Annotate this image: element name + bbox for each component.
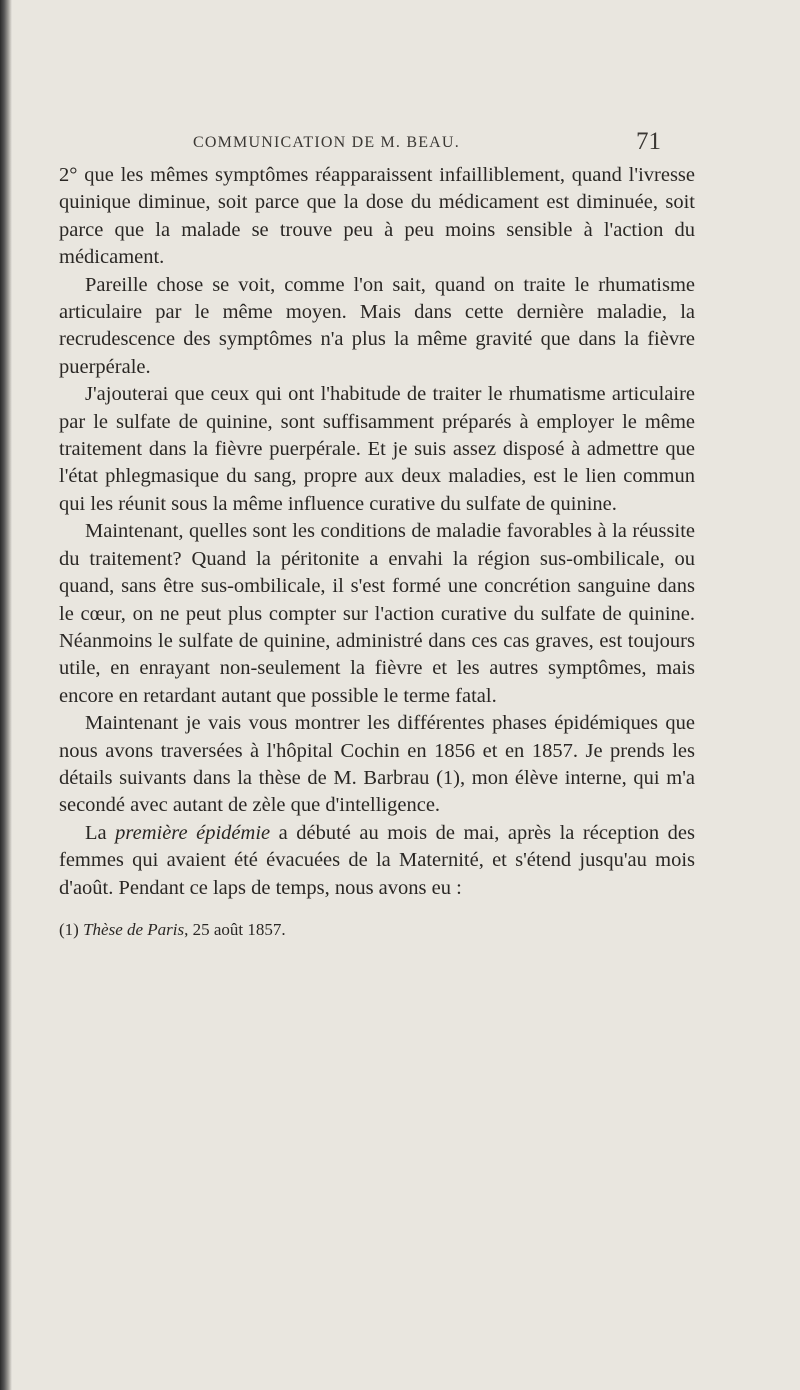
paragraph-2: Pareille chose se voit, comme l'on sait, quand on traite le rhumatisme articulaire par le même moyen. Mais dans cette dernière maladie, la recrudescence des symptômes n'a plus la même gravité que dans la fièvre puerpérale. [59, 273, 695, 378]
page-header [55, 128, 745, 162]
paragraph-6-lead: La [85, 821, 116, 844]
page-number: 71 [636, 128, 661, 155]
footnote-italic: Thèse de Paris [83, 919, 185, 939]
running-head: COMMUNICATION DE M. BEAU. [193, 134, 460, 151]
footnote [59, 919, 745, 941]
body-text [59, 162, 695, 902]
book-page [55, 128, 745, 941]
book-binding-edge [0, 0, 12, 1390]
paragraph-4: Maintenant, quelles sont les conditions de maladie favorables à la réussite du traitement? Quand la péritonite a envahi la région sus-ombilicale, ou quand, sans être sus-ombilicale, il s'est formé une concrétion sanguine dans le cœur, on ne peut plus compter sur l'action curative du sulfate de quinine. Néanmoins le sulfate de quinine, administré dans ces cas graves, est toujours utile, en enrayant non-seulement la fièvre et les autres symptômes, mais encore en retardant autant que possible le terme fatal. [59, 520, 695, 707]
paragraph-3: J'ajouterai que ceux qui ont l'habitude de traiter le rhumatisme articulaire par le sulfate de quinine, sont suffisamment préparés à employer le même traitement dans la fièvre puerpérale. Et je suis assez disposé à admettre que l'état phlegmasique du sang, propre aux deux maladies, est le lien commun qui les réunit sous la même influence curative du sulfate de quinine. [59, 383, 695, 515]
paragraph-6-rest: a débuté au mois de mai, après la réception des femmes qui avaient été évacuées de la Maternité, et s'étend jusqu'au mois d'août. Pendant ce laps de temps, nous avons eu : [59, 821, 696, 899]
paragraph-5: Maintenant je vais vous montrer les différentes phases épidémiques que nous avons traversées à l'hôpital Cochin en 1856 et en 1857. Je prends les détails suivants dans la thèse de M. Barbrau (1), mon élève interne, qui m'a secondé avec autant de zèle que d'intelligence. [59, 712, 695, 817]
paragraph-1: 2° que les mêmes symptômes réapparaissent infailliblement, quand l'ivresse quinique diminue, soit parce que la dose du médicament est diminuée, soit parce que la malade se trouve peu à peu moins sensible à l'action du médicament. [59, 164, 695, 269]
footnote-rest: , 25 août 1857. [184, 919, 286, 939]
paragraph-6 [59, 820, 695, 902]
footnote-marker: (1) [59, 919, 84, 939]
paragraph-6-italic: première épidémie [115, 821, 271, 844]
